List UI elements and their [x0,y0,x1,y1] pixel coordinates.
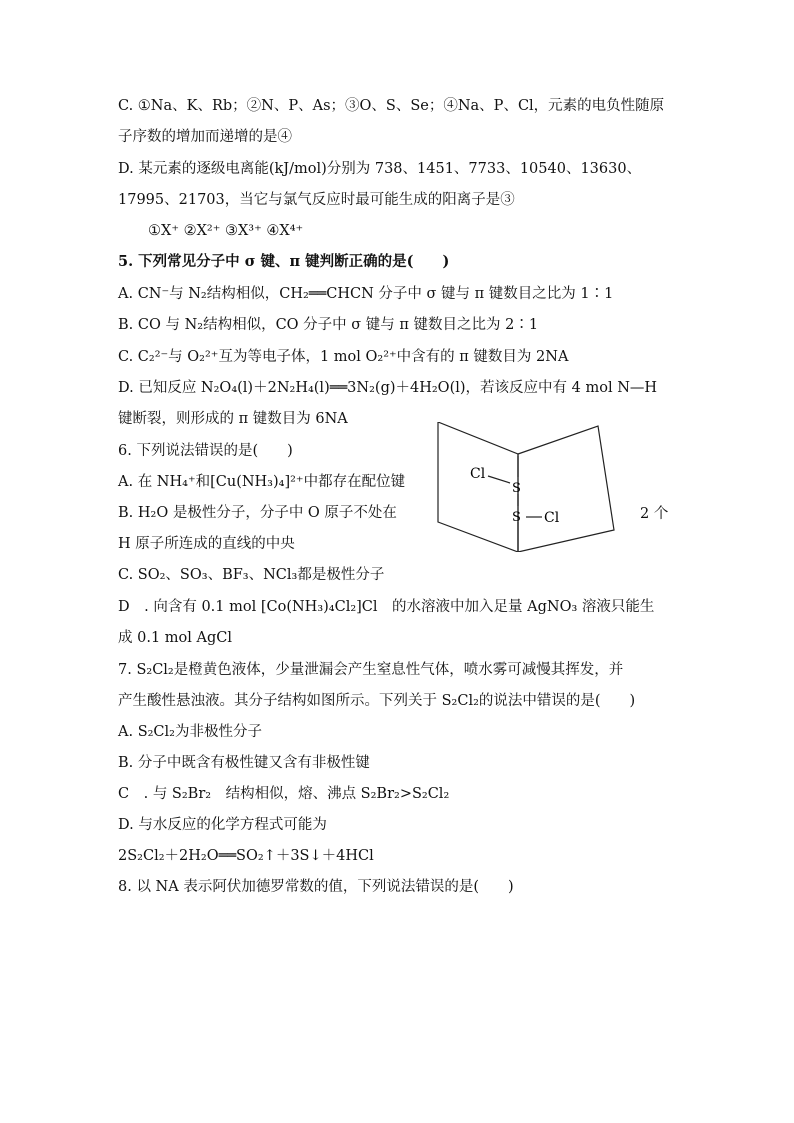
q6-option-b-continued: H 原子所连成的直线的中央 [118,536,295,552]
q5-option-d: D. 已知反应 N₂O₄(l)＋2N₂H₄(l)══3N₂(g)＋4H₂O(l)，若该反应中有 4 mol N—H [118,380,658,396]
text-line-c-electronegativity: C. ①Na、K、Rb；②N、P、As；③O、S、Se；④Na、P、Cl，元素的电负性随原 [118,98,665,114]
atom-cl-top: Cl [470,466,486,482]
q6-option-b: B. H₂O 是极性分子，分子中 O 原子不处在 [118,505,397,521]
bond-cl-s-top [488,476,510,483]
right-plane [518,426,614,552]
q7-option-c: C . 与 S₂Br₂ 结构相似，熔、沸点 S₂Br₂>S₂Cl₂ [118,786,450,802]
q6-option-a: A. 在 NH₄⁺和[Cu(NH₃)₄]²⁺中都存在配位键 [118,474,406,490]
atom-cl-bottom: Cl [544,510,560,526]
q6-option-d: D . 向含有 0.1 mol [Co(NH₃)₄Cl₂]Cl 的水溶液中加入足量 AgNO₃ 溶液只能生 [118,599,655,615]
left-plane [438,422,518,552]
q7-option-b: B. 分子中既含有极性键又含有非极性键 [118,755,370,771]
question-7-title-continued: 产生酸性悬浊液。其分子结构如图所示。下列关于 S₂Cl₂的说法中错误的是( ) [118,693,636,709]
atom-s-bottom: S [512,510,521,525]
q7-equation: 2S₂Cl₂＋2H₂O══SO₂↑＋3S↓＋4HCl [118,848,374,864]
question-8-title: 8. 以 NA 表示阿伏加德罗常数的值，下列说法错误的是( ) [118,879,514,895]
question-7-title: 7. S₂Cl₂是橙黄色液体，少量泄漏会产生窒息性气体，喷水雾可减慢其挥发，并 [118,662,624,678]
text-line-d-ionization: D. 某元素的逐级电离能(kJ/mol)分别为 738、1451、7733、10540、13630、 [118,161,642,177]
side-note: 2 个 [640,506,669,522]
question-6-title: 6. 下列说法错误的是( ) [118,443,293,459]
q5-option-a: A. CN⁻与 N₂结构相似，CH₂══CHCN 分子中 σ 键与 π 键数目之比为 1∶1 [118,286,614,302]
atom-s-top: S [512,481,521,496]
q5-option-b: B. CO 与 N₂结构相似，CO 分子中 σ 键与 π 键数目之比为 2∶1 [118,317,539,333]
q6-option-d-continued: 成 0.1 mol AgCl [118,630,232,646]
text-line-ion-options: ①X⁺ ②X²⁺ ③X³⁺ ④X⁴⁺ [148,223,304,239]
question-5-title: 5. 下列常见分子中 σ 键、π 键判断正确的是( ) [118,253,450,270]
q5-option-c: C. C₂²⁻与 O₂²⁺互为等电子体，1 mol O₂²⁺中含有的 π 键数目为 2NA [118,349,569,365]
q6-option-c: C. SO₂、SO₃、BF₃、NCl₃都是极性分子 [118,567,385,583]
s2cl2-structure-figure [430,422,630,552]
text-line-d-continued: 17995、21703，当它与氯气反应时最可能生成的阳离子是③ [118,192,515,208]
q7-option-a: A. S₂Cl₂为非极性分子 [118,724,262,740]
text-line-c-continued: 子序数的增加而递增的是④ [118,129,292,145]
q7-option-d: D. 与水反应的化学方程式可能为 [118,817,327,833]
q5-option-d-continued: 键断裂，则形成的 π 键数目为 6NA [118,411,348,427]
